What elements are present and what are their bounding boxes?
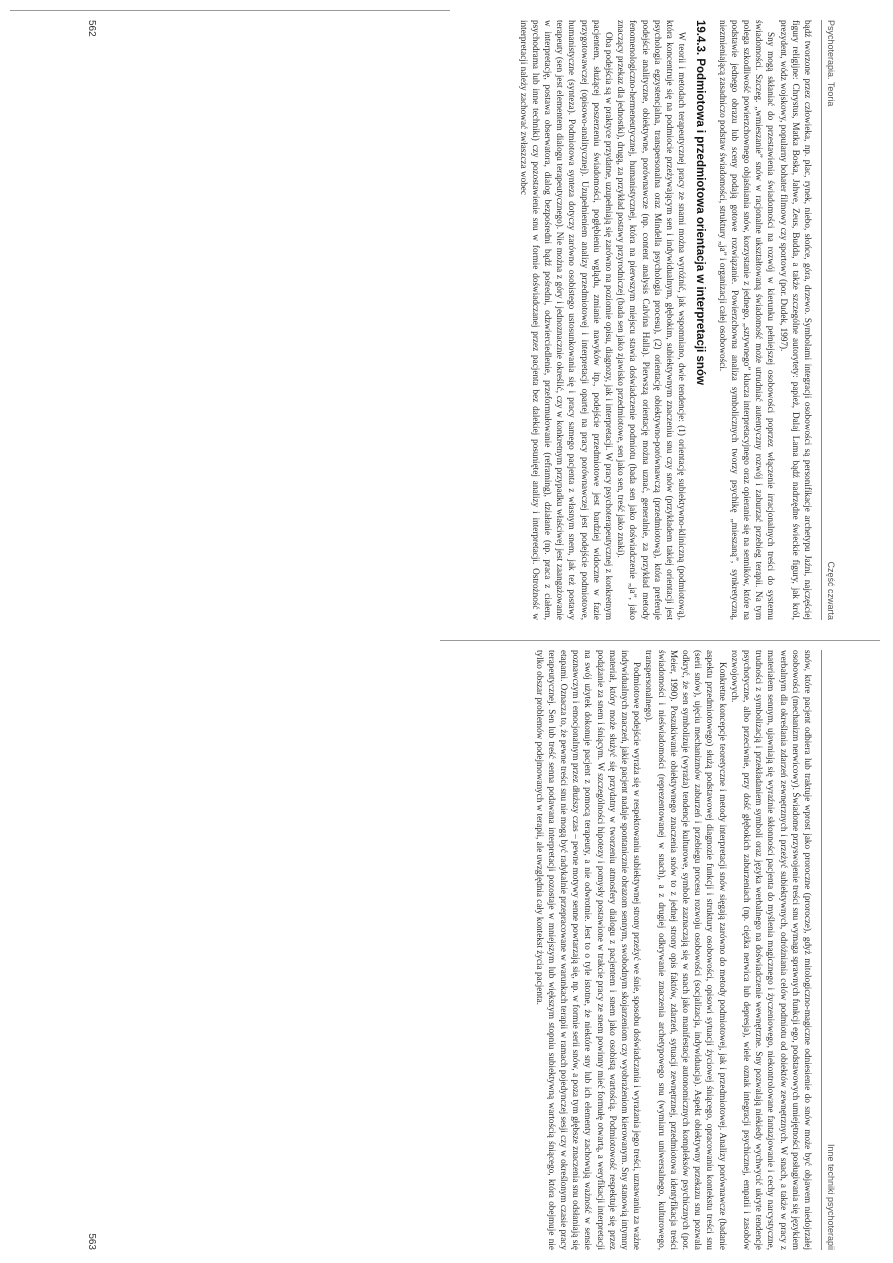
- scan-edge-top-mid: [440, 640, 880, 641]
- header-rule: [821, 20, 822, 620]
- paragraph: snów, które pacjent odbiera lub traktuje wprost jako proroczne (prorocze), gdyż mitologiczno-magiczne odniesienie do snów może być objawem niedojrzałej osobowości (mechanizm nerwicowy). Świadome przyswojenie treści snu wymaga sprawnych funkcji ego, podstawowych umiejętności posługiwania się językiem werbalnym dla określania zdarzeń zewnętrznych i przeżyć subiektywnych, odróżniania celów podmiotu od obiektów zewnętrznych. W snach, a także w pracy z materiałem sennym, ujawniają się wyraźnie skłonności pacjenta do myślenia magicznego i życzeniowego, niekontrolowane fantazjowanie i cechy narcystyczne, trudności z symbolizacją i przekładaniem symboli oraz języka werbalnego na doświadczenie wewnętrzne. Sny pozwalają niekiedy wychwycić ukryte tendencje psychotyczne, albo przeciwnie, przy dość głębokich zaburzeniach (np. ciężka nerwica lub depresja), wiele oznak integracji psychicznej, empatii i zasobów rozwojowych.: [729, 650, 813, 1250]
- page-number: 562: [86, 20, 97, 37]
- paragraph: Konkretne koncepcje teoretyczne i metody interpretacji snów sięgają zarówno do metody podmiotowej, jak i przedmiotowej. Analizy porównawcze (badanie aspektu przedmiotowego) służą podstawowej diagnozie funkcji i struktury osobowości, opisowi sytuacji życiowej śniącego, opracowaniu kontekstu treści snu (serii snów), ujęciu mechanizmów zaburzeń i przebiegu procesu rozwoju osobowości (socjalizacja, indywiduacja). Aspekt obiektywny przekazu snu pozwala odkryć, że sen symbolizuje (wyraża) tendencje kulturowe, symbole zaznaczają się w snach jako manifestacje autonomicznych kompleksów psychicznych (por. Meier, 1990). Poszukiwanie obiektywnego znaczenia snów to z jednej strony opis faktów, zdarzeń, sytuacji zewnętrznej, przedmiotowa identyfikacja treści świadomości i nieświadomości (reprezentowanej w snach), a z drugiej odkrywanie znaczenia archetypowego snu (wymiaru uniwersalnego, kulturowego, transpersonalnego).: [644, 650, 728, 1250]
- section-heading: 19.4.3. Podmiotowa i przedmiotowa orientacja w interpretacji snów: [694, 20, 707, 385]
- paragraph: W teorii i metodach terapeutycznej pracy ze snami można wyróżnić, jak wspomniano, dwie tendencje: (1) orientację subiektywno-kliniczną (podmiotową), która koncentruje się na podmiocie przeżywającym sen i indywidualnym, głębokim, subiektywnym znaczeniu snu czy snów (przykładem takiej orientacji jest psychologia egzystencjalna, transpersonalna oraz Mindella psychologia procesu), (2) orientację obiektywno-porównawczą (przedmiotową), która preferuje podejście analityczne, obiektywne, porównawcze (np. content analysis Calvina Halla). Pierwszą orientację można uznać, generalnie, za przykład metody fenomenologiczno-hermeneutycznej, humanistycznej, która na pierwszym miejscu stawia doświadczenie podmiotu (bada sen jako doświadczenie „ja”, jako znaczący przekaz dla jednostki), drugą, za przykład postawy przyrodniczej (bada sen jako zjawisko przedmiotowe, sen jako sen, treść jako znaki).: [616, 20, 688, 620]
- running-head-right: Część czwarta: [826, 561, 836, 620]
- right-page-body: [114, 650, 814, 1250]
- header-rule: [821, 650, 822, 1250]
- running-head: [822, 20, 836, 620]
- left-page-body: [114, 20, 814, 620]
- paragraph: Sny mogą skłaniać do przestawienia świadomości na rozwój w kierunku pełniejszej osobowości poprzez włączenie irracjonalnych treści do systemu świadomości. Szczeg. „wmieszanie” snów w racjonalne ukształtowaną świadomość może utrudniać autentyczny rozwój i zaburzać przebieg terapii. Na tym polega szkodliwość powierzchownego objaśniania snów, korzystanie z jednego, „sztywnego” klucza interpretacyjnego oraz opieranie się na senników, które na podstawie jednego obrazu lub sceny podają gotowe rozwiązanie. Powierzchowna analiza symbolicznych tworzy psychikę „mieszaną”, synkretyczną, niezmieniającą zasadniczo podstaw świadomości, struktury „ja” i organizacji całej osobowości.: [717, 20, 777, 620]
- left-page: [82, 20, 842, 620]
- paragraph: Oba podejścia są w praktyce przydatne, uzupełniają się zarówno na poziomie opisu, diagnozy, jak i interpretacji. W pracy psychoterapeutycznej z konkretnym pacjentem, służącej poszerzeniu świadomości, pogłębieniu wglądu, zmianie nawyków itp., podejście przedmiotowe jest bardziej widoczne w fazie przygotowawczej (opisowo-analitycznej). Uzupełnieniem analizy przedmiotowej i interpretacji opartej na pracy porównawczej jest podejście podmiotowe, humanistyczne (synteza). Podmiotowa synteza dotyczy zarówno osobistego ustosunkowania się i pracy samego pacjenta z własnym snem, jak też postawy terapeuty (sen jest elementem dialogu terapeutycznego). Nie można z góry i jednoznacznie określić, czy w konkretnym przypadku właściwej jest zaangażowanie w interpretację, postawa obserwatora, dialog bezpośredni bądź pośredni, odzwierciedlenie, przeformułowanie (reframing), działanie (np. praca z ciałem, psychodrama lub inne techniki) czy pozostawienie snu w formie doświadczanej przez pacjenta bez dalekiej posuniętej analizy i interpretacji. Ostrożność w interpretacji należy zachować zwłaszcza wobec: [518, 20, 614, 620]
- paragraph: bądź tworzone przez człowieka, np. plac, rynek, niebo, słońce, góra, drzewo. Symbolami integracji osobowości są personifikacje archetypu Jaźni, najczęściej figury religijne: Chrystus, Matka Boska, Jahwe, Zeus, Budda, a także szczególne autorytety: papież, Dalaj Lama bądź nadrzędne świeckie figury, jak król, prezydent, wódz wojskowy, popularny bohater filmowy czy sportowy (por. Dudek, 1997).: [778, 20, 813, 620]
- running-head-left: Psychoterapia. Teoria: [826, 20, 836, 107]
- scan-edge-top: [10, 10, 450, 11]
- paragraph: Podmiotowe podejście wyraża się w respektowaniu subiektywnej strony przeżyć we śnie, sposobu doświadczania i wyrażania jego treści, uznawaniu za ważne indywidualnych znaczeń, jakie pacjent nadaje spontanicznie obrazom sennym, swobodnym skojarzeniom czy wyobrażeniom kierowanym. Sny stanowią intymny materiał, który może służyć się przydatny w tworzeniu atmosfery dialogu z pacjentem i snem jako osobistą wartością. Podmiotowość respektuje się przez podążanie za snem i śniącym. W szczególności hipotezy i pomysły postawione w trakcie pracy ze snem powinny mieć formułę otwartą, a weryfikacji interpretacji na swój użytek dokonuje pacjent z pomocą terapeuty, a nie odwrotnie. Jest to o tyle istotne, że niektóre sny lub ich elementy zachowują ważność w sensie poznawczym i emocjonalnym przez dłuższy czas – pewne motywy senne powtarzają się, np. w formie serii snów, a poza tym głębsze znaczenia snu odsłaniają się etapami. Oznacza to, że pewne treści snu nie mogą być radykalnie przepracowane w warunkach terapii w ramach pojedynczej sesji czy w określonym czasie pracy terapeutycznej. Sen lub treść senna podawana interpretacji pozostaje w mniejszym lub większym stopniu subiektywną wartością śniącego, która obejmuje nie tylko obszar problemów podejmowanych w terapii, ale uwzględnia cały kontekst życia pacjenta.: [534, 650, 643, 1250]
- running-head: [822, 650, 836, 1250]
- page-number: 563: [86, 1233, 97, 1250]
- right-page: [82, 650, 842, 1250]
- running-head-right: Inne techniki psychoterapii: [826, 1143, 836, 1250]
